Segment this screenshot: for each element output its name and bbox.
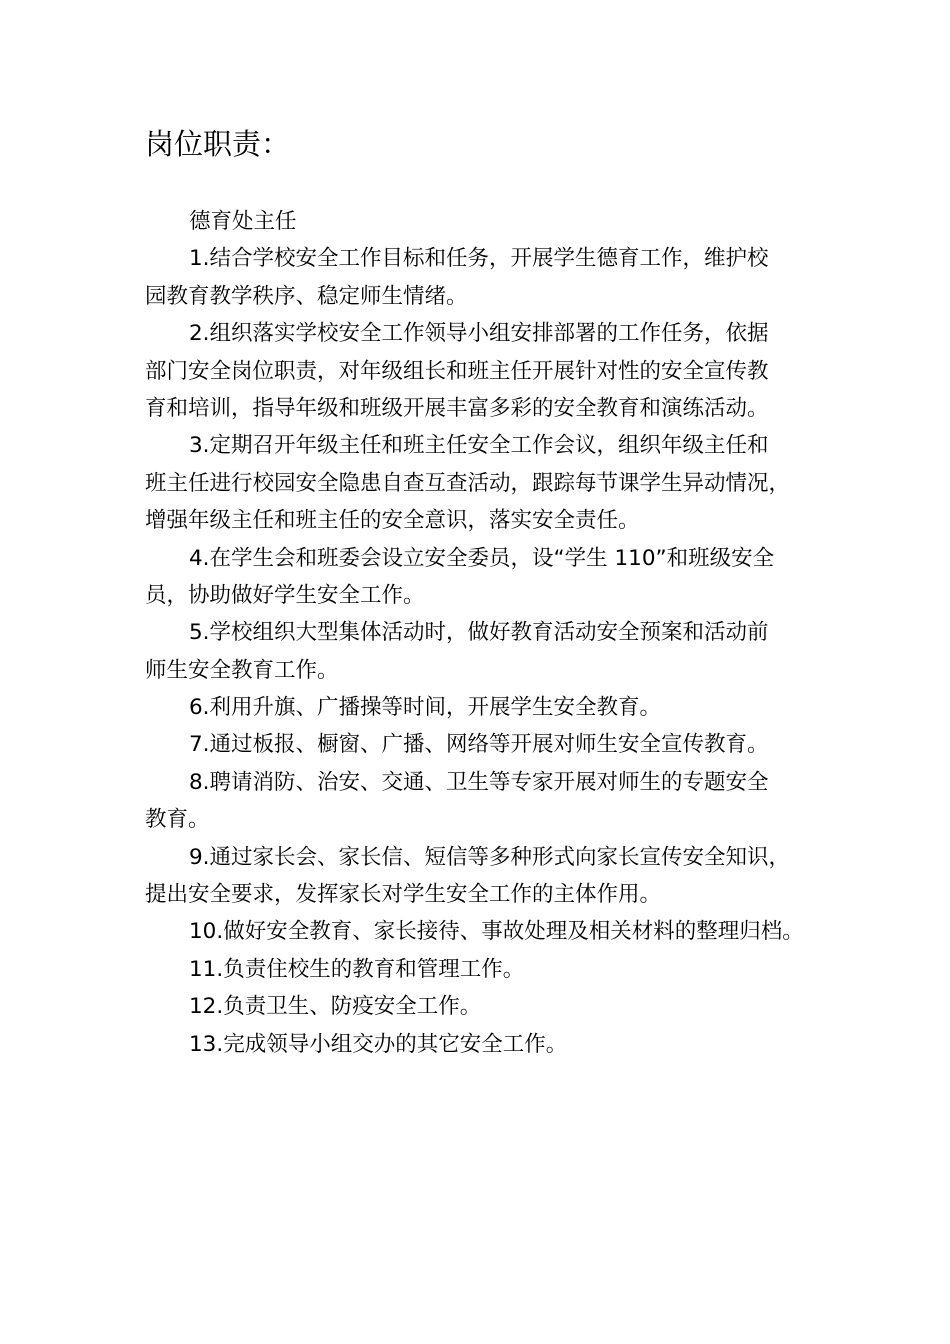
- duty-4-line-2: 员，协助做好学生安全工作。: [145, 582, 425, 608]
- duty-5-line-1: 5.学校组织大型集体活动时，做好教育活动安全预案和活动前: [189, 620, 769, 646]
- duty-2-line-3: 育和培训，指导年级和班级开展丰富多彩的安全教育和演练活动。: [145, 395, 769, 421]
- duty-4-line-1: 4.在学生会和班委会设立安全委员，设“学生 110”和班级安全: [189, 545, 775, 571]
- duty-1-line-1: 1.结合学校安全工作目标和任务，开展学生德育工作，维护校: [189, 246, 769, 272]
- duty-9-line-1: 9.通过家长会、家长信、短信等多种形式向家长宣传安全知识，: [189, 844, 791, 870]
- duty-3-line-1: 3.定期召开年级主任和班主任安全工作会议，组织年级主任和: [189, 433, 769, 459]
- duty-2-line-1: 2.组织落实学校安全工作领导小组安排部署的工作任务，依据: [189, 321, 769, 347]
- duty-8-line-1: 8.聘请消防、治安、交通、卫生等专家开展对师生的专题安全: [189, 769, 769, 795]
- duty-3-line-2: 班主任进行校园安全隐患自查互查活动，跟踪每节课学生异动情况，: [145, 470, 791, 496]
- duty-7: 7.通过板报、橱窗、广播、网络等开展对师生安全宣传教育。: [189, 732, 769, 758]
- duty-10: 10.做好安全教育、家长接待、事故处理及相关材料的整理归档。: [189, 919, 804, 945]
- duty-5-line-2: 师生安全教育工作。: [145, 657, 339, 683]
- page-heading: 岗位职责：: [145, 127, 291, 161]
- duty-11: 11.负责住校生的教育和管理工作。: [189, 956, 525, 982]
- duty-8-line-2: 教育。: [145, 807, 210, 833]
- duty-1-line-2: 园教育教学秩序、稳定师生情绪。: [145, 283, 468, 309]
- duty-3-line-3: 增强年级主任和班主任的安全意识，落实安全责任。: [145, 508, 640, 534]
- role-title: 德育处主任: [189, 209, 297, 234]
- duty-9-line-2: 提出安全要求，发挥家长对学生安全工作的主体作用。: [145, 882, 662, 908]
- duties-body: [145, 203, 835, 1063]
- duty-13: 13.完成领导小组交办的其它安全工作。: [189, 1031, 568, 1057]
- duty-12: 12.负责卫生、防疫安全工作。: [189, 994, 482, 1020]
- duty-2-line-2: 部门安全岗位职责，对年级组长和班主任开展针对性的安全宣传教: [145, 358, 769, 384]
- duty-6: 6.利用升旗、广播操等时间，开展学生安全教育。: [189, 695, 662, 721]
